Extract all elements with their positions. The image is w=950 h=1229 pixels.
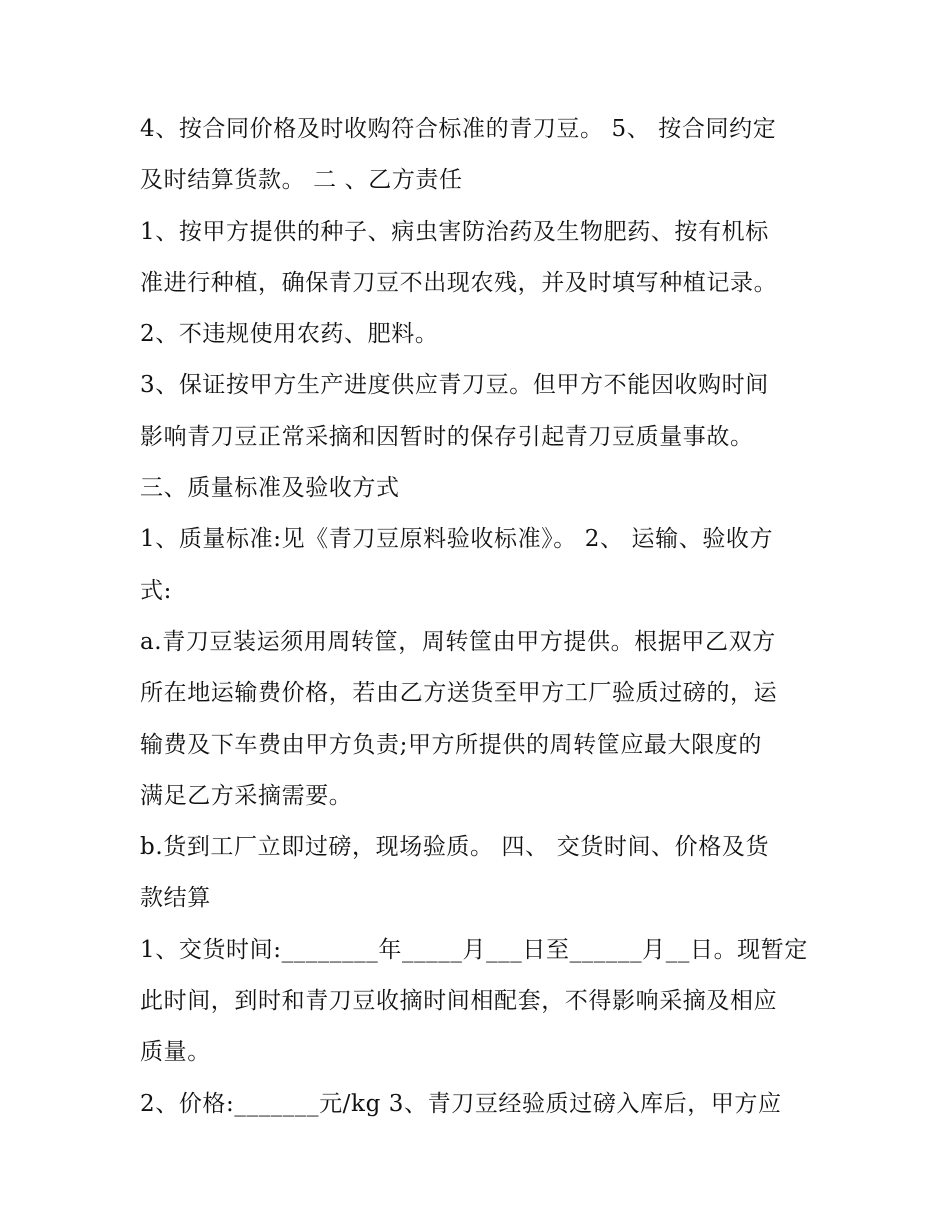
text-line: 输费及下车费由甲方负责;甲方所提供的周转筐应最大限度的 [140, 731, 762, 758]
document-body [140, 104, 820, 1130]
text-line: 款结算 [140, 885, 211, 912]
text-line: a.青刀豆装运须用周转筐，周转筐由甲方提供。根据甲乙双方 [140, 628, 776, 655]
text-line: 式: [140, 577, 172, 604]
text-line: 2、不违规使用农药、肥料。 [140, 321, 439, 348]
text-line: b.货到工厂立即过磅，现场验质。 四、 交货时间、价格及货 [140, 834, 770, 861]
text-line: 准进行种植，确保青刀豆不出现农残，并及时填写种植记录。 [140, 269, 778, 296]
text-line: 1、按甲方提供的种子、病虫害防治药及生物肥药、按有机标 [140, 218, 769, 245]
text-line: 所在地运输费价格，若由乙方送货至甲方工厂验质过磅的，运 [140, 680, 778, 707]
text-line: 质量。 [140, 1039, 211, 1066]
text-line: 1、交货时间:________年_____月___日至______月__日。现暂定 [140, 936, 808, 963]
text-line: 满足乙方采摘需要。 [140, 782, 353, 809]
text-line: 4、按合同价格及时收购符合标准的青刀豆。 5、 按合同约定 [140, 116, 777, 142]
text-line: 3、保证按甲方生产进度供应青刀豆。但甲方不能因收购时间 [140, 372, 769, 399]
text-line: 1、质量标准:见《青刀豆原料验收标准》。 2、 运输、验收方 [140, 526, 774, 553]
text-line: 及时结算货款。 二 、乙方责任 [140, 167, 463, 194]
text-line: 影响青刀豆正常采摘和因暂时的保存引起青刀豆质量事故。 [140, 423, 754, 450]
section-heading: 三、质量标准及验收方式 [140, 475, 400, 502]
text-line: 2、价格:_______元/kg 3、青刀豆经验质过磅入库后，甲方应 [140, 1090, 782, 1117]
text-line: 此时间，到时和青刀豆收摘时间相配套，不得影响采摘及相应 [140, 988, 778, 1015]
